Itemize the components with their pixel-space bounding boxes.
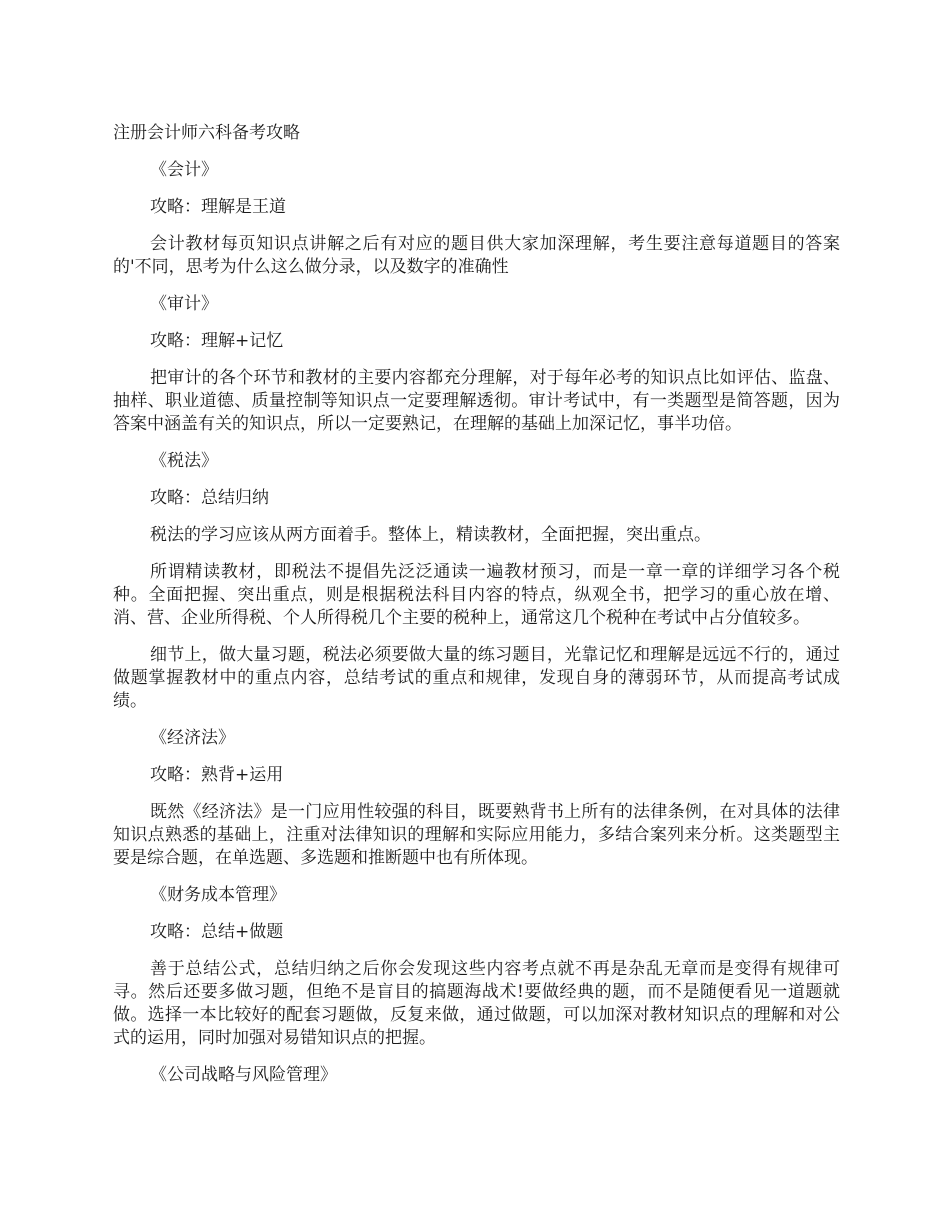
- section-heading-tax-law: 《税法》: [150, 451, 218, 471]
- strategy-line: 攻略：理解是王道: [150, 197, 286, 217]
- strategy-line: 攻略：总结+做题: [150, 922, 284, 942]
- paragraph: 所谓精读教材，即税法不提倡先泛泛通读一遍教材预习，而是一章一章的详细学习各个税种。全面把握、突出重点，则是根据税法科目内容的特点，纵观全书，把学习的重心放在增、消、营、企业所得税、个人所得税几个主要的税种上，通常这几个税种在考试中占分值较多。: [113, 562, 840, 628]
- strategy-line: 攻略：总结归纳: [150, 488, 269, 508]
- paragraph: 税法的学习应该从两方面着手。整体上，精读教材，全面把握，突出重点。: [150, 525, 711, 545]
- document-title: 注册会计师六科备考攻略: [113, 123, 300, 143]
- section-heading-strategy-risk-management: 《公司战略与风险管理》: [150, 1065, 337, 1085]
- paragraph: 既然《经济法》是一门应用性较强的科目，既要熟背书上所有的法律条例，在对具体的法律知识点熟悉的基础上，注重对法律知识的理解和实际应用能力，多结合案列来分析。这类题型主要是综合题，在单选题、多选题和推断题中也有所体现。: [113, 802, 840, 868]
- paragraph: 善于总结公式，总结归纳之后你会发现这些内容考点就不再是杂乱无章而是变得有规律可寻。然后还要多做习题，但绝不是盲目的搞题海战术!要做经典的题，而不是随便看见一道题就做。选择一本比较好的配套习题做，反复来做，通过做题，可以加深对教材知识点的理解和对公式的运用，同时加强对易错知识点的把握。: [113, 959, 840, 1048]
- paragraph: 细节上，做大量习题，税法必须要做大量的练习题目，光靠记忆和理解是远远不行的，通过做题掌握教材中的重点内容，总结考试的重点和规律，发现自身的薄弱环节，从而提高考试成绩。: [113, 645, 840, 711]
- paragraph: 把审计的各个环节和教材的主要内容都充分理解，对于每年必考的知识点比如评估、监盘、抽样、职业道德、质量控制等知识点一定要理解透彻。审计考试中，有一类题型是简答题，因为答案中涵盖有关的知识点，所以一定要熟记，在理解的基础上加深记忆，事半功倍。: [113, 368, 840, 434]
- strategy-line: 攻略：熟背+运用: [150, 765, 284, 785]
- section-heading-economic-law: 《经济法》: [150, 728, 235, 748]
- paragraph: 会计教材每页知识点讲解之后有对应的题目供大家加深理解，考生要注意每道题目的答案的'不同，思考为什么这么做分录，以及数字的准确性: [113, 234, 840, 277]
- section-heading-audit: 《审计》: [150, 294, 218, 314]
- document-page: [113, 122, 840, 1101]
- strategy-line: 攻略：理解+记忆: [150, 331, 284, 351]
- section-heading-accounting: 《会计》: [150, 160, 218, 180]
- section-heading-financial-cost-management: 《财务成本管理》: [150, 885, 286, 905]
